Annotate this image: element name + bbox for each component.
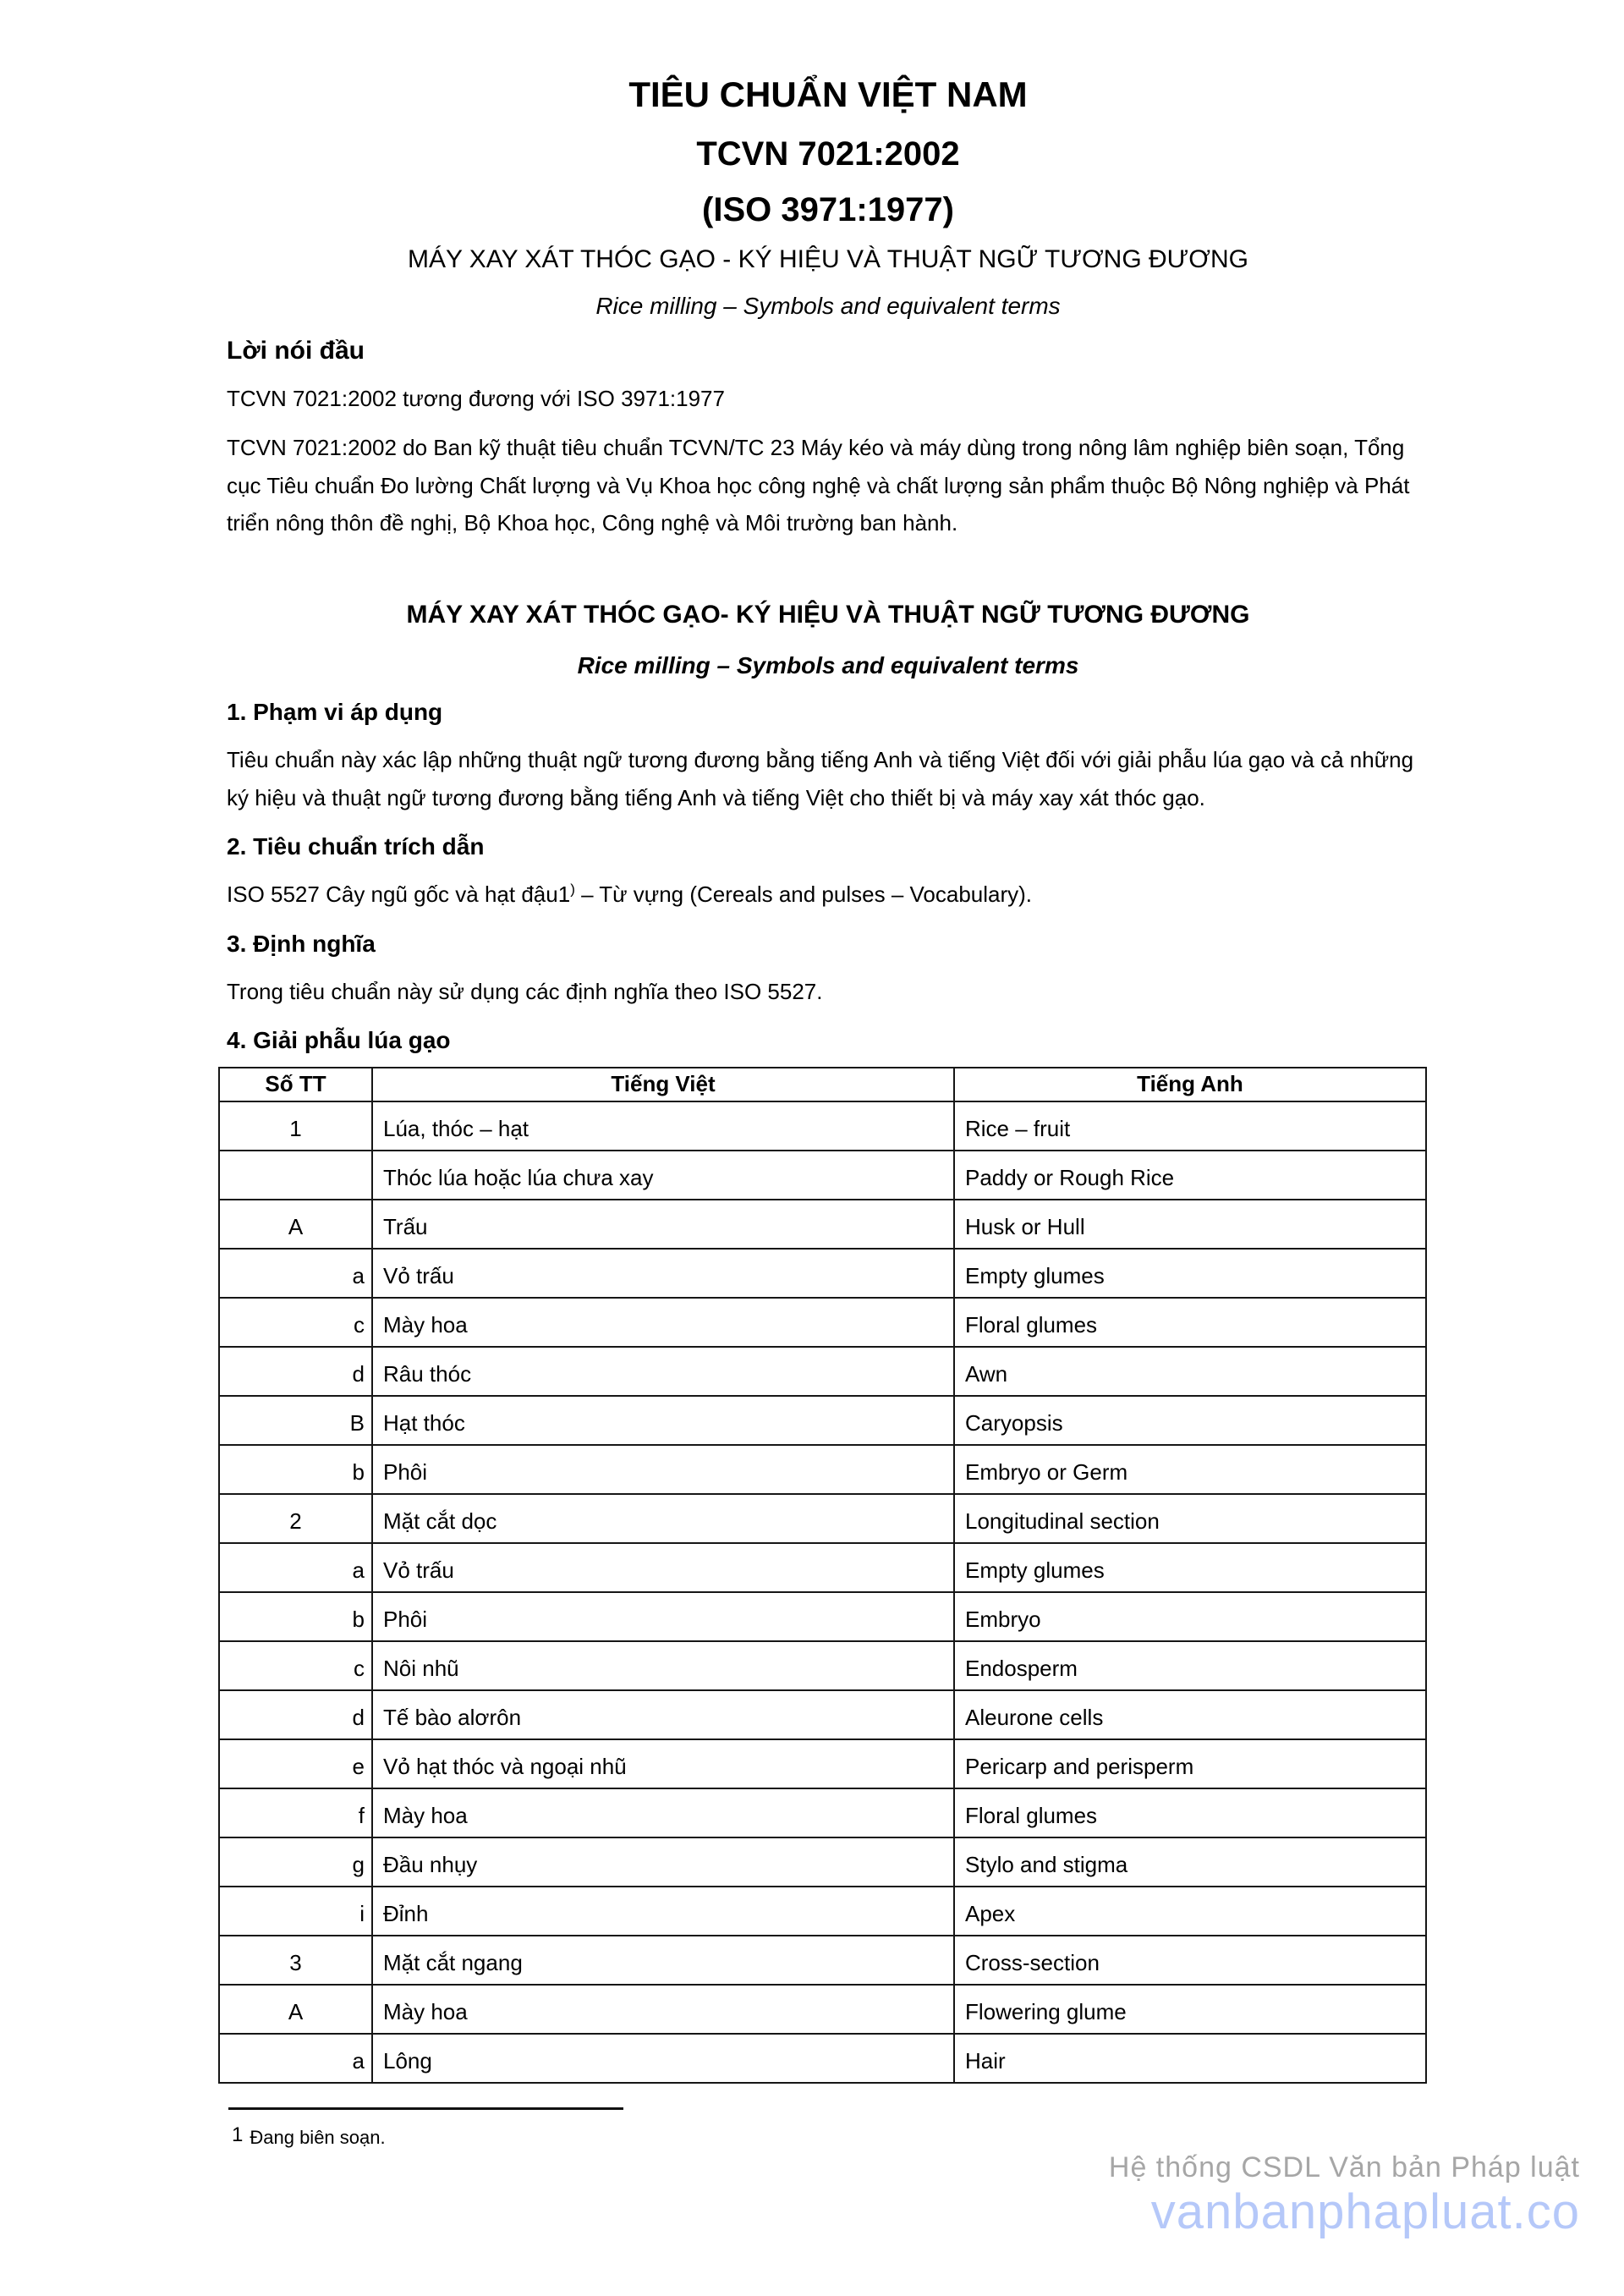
cell-english: Awn: [954, 1347, 1426, 1396]
table-row: [219, 1151, 1426, 1200]
standard-number: TCVN 7021:2002: [696, 135, 960, 173]
cell-vietnamese: Râu thóc: [372, 1347, 954, 1396]
cell-vietnamese: Vỏ trấu: [372, 1543, 954, 1592]
footnote-separator: [228, 2107, 623, 2110]
cell-english: Hair: [954, 2034, 1426, 2083]
cell-english: Empty glumes: [954, 1249, 1426, 1298]
cell-english: Husk or Hull: [954, 1200, 1426, 1249]
cell-english: Longitudinal section: [954, 1494, 1426, 1543]
reference-text: ISO 5527 Cây ngũ gốc và hạt đậu1: [227, 882, 571, 908]
table-row: [219, 1788, 1426, 1837]
cell-number: d: [219, 1347, 372, 1396]
cell-number: A: [219, 1985, 372, 2034]
cell-english: Stylo and stigma: [954, 1837, 1426, 1887]
cell-vietnamese: Mặt cắt dọc: [372, 1494, 954, 1543]
site-watermark: [1109, 2152, 1580, 2239]
cell-number: b: [219, 1592, 372, 1641]
column-header-english: Tiếng Anh: [954, 1068, 1426, 1101]
anatomy-table-body: [219, 1101, 1426, 2083]
table-row: [219, 1396, 1426, 1445]
section-3-heading: 3. Định nghĩa: [227, 930, 376, 957]
table-row: [219, 1445, 1426, 1494]
table-row: [219, 1887, 1426, 1936]
cell-english: Apex: [954, 1887, 1426, 1936]
table-row: [219, 1985, 1426, 2034]
cell-number: 1: [219, 1101, 372, 1151]
section-2-heading: 2. Tiêu chuẩn trích dẫn: [227, 832, 485, 860]
cell-english: Empty glumes: [954, 1543, 1426, 1592]
watermark-site-name: vanbanphapluat.co: [1150, 2184, 1580, 2240]
cell-number: 3: [219, 1936, 372, 1985]
cell-vietnamese: Đầu nhụy: [372, 1837, 954, 1887]
cell-vietnamese: Mày hoa: [372, 1298, 954, 1347]
table-header-row: [219, 1068, 1426, 1101]
footnote-text: Đang biên soạn.: [250, 2126, 386, 2148]
cell-english: Floral glumes: [954, 1298, 1426, 1347]
table-row: [219, 1347, 1426, 1396]
cell-english: Embryo: [954, 1592, 1426, 1641]
cell-number: B: [219, 1396, 372, 1445]
main-heading-english: Rice milling – Symbols and equivalent terms: [577, 652, 1079, 679]
anatomy-terms-table: [218, 1067, 1427, 2084]
table-row: [219, 2034, 1426, 2083]
cell-number: A: [219, 1200, 372, 1249]
cell-vietnamese: Tế bào alơrôn: [372, 1690, 954, 1739]
cell-vietnamese: Trấu: [372, 1200, 954, 1249]
table-row: [219, 1592, 1426, 1641]
section-4-heading: 4. Giải phẫu lúa gạo: [227, 1027, 451, 1054]
cell-vietnamese: Nôi nhũ: [372, 1641, 954, 1690]
subtitle-english: Rice milling – Symbols and equivalent terms: [595, 293, 1061, 319]
section-1-heading: 1. Phạm vi áp dụng: [227, 698, 443, 725]
table-row: [219, 1200, 1426, 1249]
table-row: [219, 1739, 1426, 1788]
reference-text-continued: – Từ vựng (Cereals and pulses – Vocabulary).: [574, 882, 1033, 908]
table-row: [219, 1494, 1426, 1543]
watermark-system-label: Hệ thống CSDL Văn bản Pháp luật: [1108, 2151, 1580, 2183]
cell-english: Endosperm: [954, 1641, 1426, 1690]
table-row: [219, 1101, 1426, 1151]
cell-number: c: [219, 1641, 372, 1690]
cell-english: Rice – fruit: [954, 1101, 1426, 1151]
footnote-marker: 1: [232, 2123, 244, 2146]
cell-number: [219, 1151, 372, 1200]
cell-vietnamese: Lúa, thóc – hạt: [372, 1101, 954, 1151]
cell-number: c: [219, 1298, 372, 1347]
cell-vietnamese: Phôi: [372, 1592, 954, 1641]
cell-vietnamese: Vỏ hạt thóc và ngoại nhũ: [372, 1739, 954, 1788]
cell-english: Aleurone cells: [954, 1690, 1426, 1739]
standard-title: TIÊU CHUẨN VIỆT NAM: [628, 74, 1028, 114]
cell-english: Cross-section: [954, 1936, 1426, 1985]
cell-vietnamese: Hạt thóc: [372, 1396, 954, 1445]
cell-vietnamese: Mày hoa: [372, 1985, 954, 2034]
cell-vietnamese: Lông: [372, 2034, 954, 2083]
cell-english: Caryopsis: [954, 1396, 1426, 1445]
foreword-paragraph-1: TCVN 7021:2002 tương đương với ISO 3971:1977: [227, 386, 725, 412]
cell-vietnamese: Phôi: [372, 1445, 954, 1494]
subtitle-vietnamese: MÁY XAY XÁT THÓC GẠO - KÝ HIỆU VÀ THUẬT NGỮ TƯƠNG ĐƯƠNG: [407, 244, 1249, 273]
table-row: [219, 1641, 1426, 1690]
cell-vietnamese: Vỏ trấu: [372, 1249, 954, 1298]
iso-reference: (ISO 3971:1977): [702, 190, 954, 228]
table-row: [219, 1543, 1426, 1592]
column-header-number: Số TT: [219, 1068, 372, 1101]
cell-number: e: [219, 1739, 372, 1788]
cell-number: a: [219, 2034, 372, 2083]
cell-number: d: [219, 1690, 372, 1739]
cell-vietnamese: Mặt cắt ngang: [372, 1936, 954, 1985]
cell-vietnamese: Đỉnh: [372, 1887, 954, 1936]
cell-number: i: [219, 1887, 372, 1936]
footnote-reference-mark: ): [570, 881, 575, 898]
table-row: [219, 1690, 1426, 1739]
cell-english: Paddy or Rough Rice: [954, 1151, 1426, 1200]
cell-number: a: [219, 1249, 372, 1298]
footnote: [232, 2123, 1429, 2149]
cell-english: Embryo or Germ: [954, 1445, 1426, 1494]
main-heading-vietnamese: MÁY XAY XÁT THÓC GẠO- KÝ HIỆU VÀ THUẬT NGỮ TƯƠNG ĐƯƠNG: [406, 601, 1250, 629]
table-row: [219, 1298, 1426, 1347]
section-3-text: Trong tiêu chuẩn này sử dụng các định nghĩa theo ISO 5527.: [227, 979, 823, 1005]
cell-number: a: [219, 1543, 372, 1592]
table-row: [219, 1249, 1426, 1298]
section-1-text: Tiêu chuẩn này xác lập những thuật ngữ tương đương bằng tiếng Anh và tiếng Việt đối với giải phẫu lúa gạo và cả những ký hiệu và thuật ngữ tương đương bằng tiếng Anh và tiếng Việt cho thiết bị và máy xay xát thóc gạo.: [227, 747, 1414, 810]
cell-vietnamese: Mày hoa: [372, 1788, 954, 1837]
foreword-paragraph-2: TCVN 7021:2002 do Ban kỹ thuật tiêu chuẩn TCVN/TC 23 Máy kéo và máy dùng trong nông lâm nghiệp biên soạn, Tổng cục Tiêu chuẩn Đo lường Chất lượng và Vụ Khoa học công nghệ và chất lượng sản phẩm thuộc Bộ Nông nghiệp và Phát triển nông thôn đề nghị, Bộ Khoa học, Công nghệ và Môi trường ban hành.: [227, 435, 1410, 536]
cell-english: Flowering glume: [954, 1985, 1426, 2034]
table-row: [219, 1936, 1426, 1985]
cell-english: Floral glumes: [954, 1788, 1426, 1837]
cell-number: 2: [219, 1494, 372, 1543]
cell-number: f: [219, 1788, 372, 1837]
section-2-reference: [227, 876, 1429, 913]
table-row: [219, 1837, 1426, 1887]
cell-number: b: [219, 1445, 372, 1494]
column-header-vietnamese: Tiếng Việt: [372, 1068, 954, 1101]
cell-number: g: [219, 1837, 372, 1887]
cell-english: Pericarp and perisperm: [954, 1739, 1426, 1788]
cell-vietnamese: Thóc lúa hoặc lúa chưa xay: [372, 1151, 954, 1200]
foreword-heading: Lời nói đầu: [227, 336, 365, 365]
